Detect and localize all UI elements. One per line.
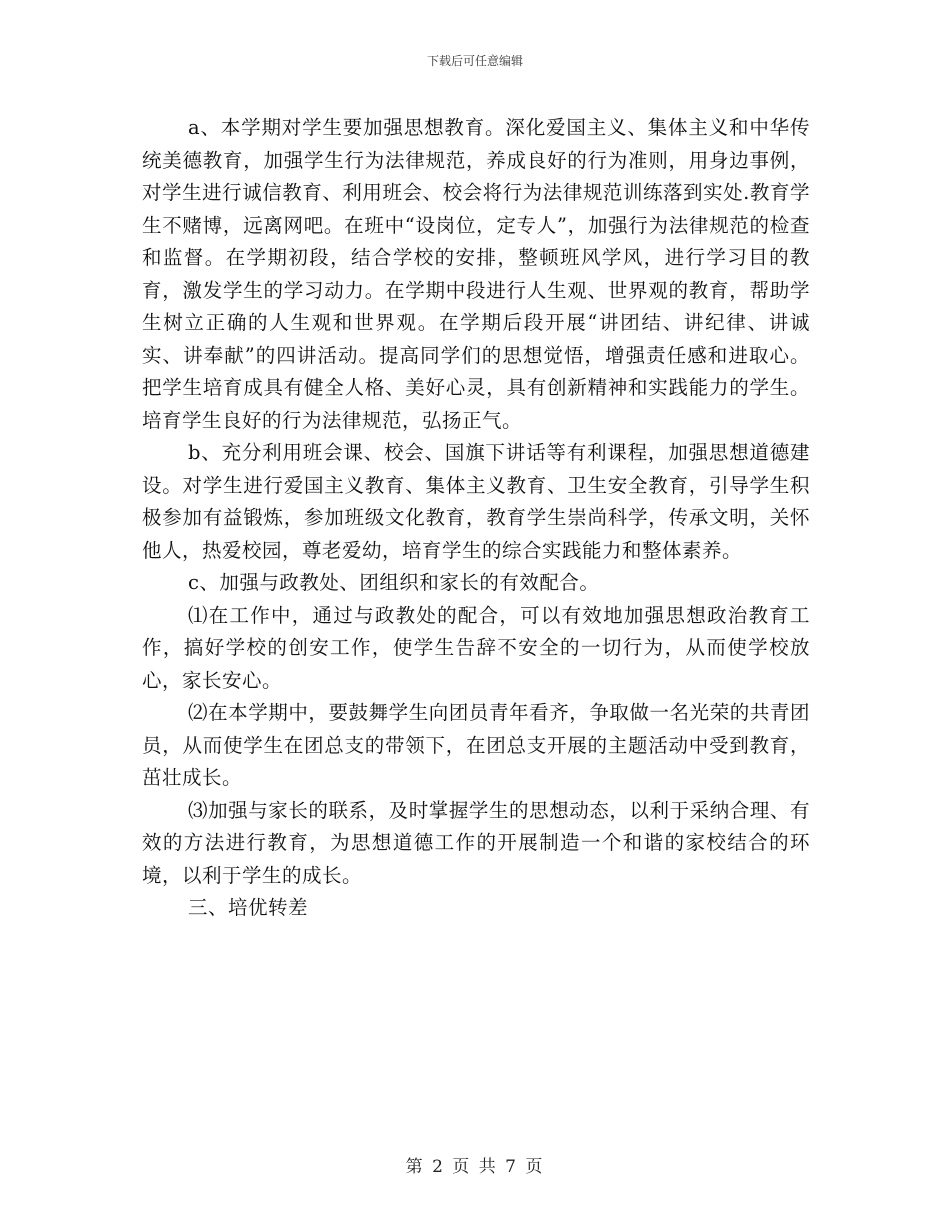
paragraph-c-3: ⑶加强与家长的联系，及时掌握学生的思想动态，以利于采纳合理、有效的方法进行教育，为思想道德工作的开展制造一个和谐的家校结合的环境，以利于学生的成长。	[142, 798, 810, 887]
paragraph-a: a、本学期对学生要加强思想教育。深化爱国主义、集体主义和中华传统美德教育，加强学生行为法律规范，养成良好的行为准则，用身边事例，对学生进行诚信教育、利用班会、校会将行为法律规范训练落到实处.教育学生不赌博，远离网吧。在班中“设岗位，定专人”，加强行为法律规范的检查和监督。在学期初段，结合学校的安排，整顿班风学风，进行学习目的教育，激发学生的学习动力。在学期中段进行人生观、世界观的教育，帮助学生树立正确的人生观和世界观。在学期后段开展“讲团结、讲纪律、讲诚实、讲奉献”的四讲活动。提高同学们的思想觉悟，增强责任感和进取心。把学生培育成具有健全人格、美好心灵，具有创新精神和实践能力的学生。培育学生良好的行为法律规范，弘扬正气。	[142, 116, 810, 432]
paragraph-c-1: ⑴在工作中，通过与政教处的配合，可以有效地加强思想政治教育工作，搞好学校的创安工作，使学生告辞不安全的一切行为，从而使学校放心，家长安心。	[142, 603, 810, 692]
page-header: 下载后可任意编辑	[426, 54, 523, 68]
paragraph-c: c、加强与政教处、团组织和家长的有效配合。	[188, 571, 600, 594]
section-heading-3: 三、培优转差	[188, 896, 309, 919]
paragraph-c-2: ⑵在本学期中，要鼓舞学生向团员青年看齐，争取做一名光荣的共青团员，从而使学生在团总支的带领下，在团总支开展的主题活动中受到教育，茁壮成长。	[142, 701, 810, 789]
document-body	[142, 112, 810, 925]
page-number-footer: 第 2 页 共 7 页	[405, 1157, 545, 1177]
paragraph-b: b、充分利用班会课、校会、国旗下讲话等有利课程，加强思想道德建设。对学生进行爱国主义教育、集体主义教育、卫生安全教育，引导学生积极参加有益锻炼，参加班级文化教育，教育学生崇尚科学，传承文明，关怀他人，热爱校园，尊老爱幼，培育学生的综合实践能力和整体素养。	[142, 441, 810, 562]
